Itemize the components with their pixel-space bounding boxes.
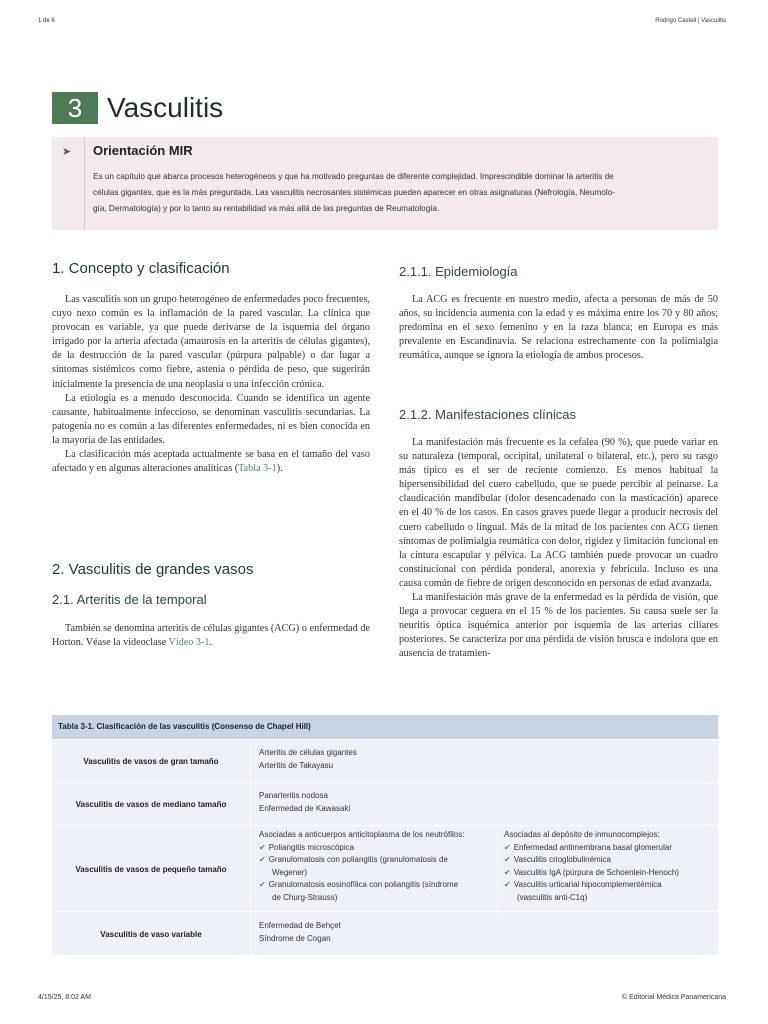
table-cell: Panarteritis nodosa Enfermedad de Kawasaki <box>259 791 351 813</box>
table-cell-immune: Asociadas al depósito de inmunocomplejos: ✔ Enfermedad antimembrana basal glomerular ✔ Vasculitis crioglobulinémica ✔ Vasculitis IgA (púrpura de Schoenlein-Henoch) ✔ Vasculitis urticarial hipocomplementémica (vasculitis anti-C1q) <box>504 830 679 902</box>
paragraph-text: También se denomina arteritis de células gigantes (ACG) o enfermedad de Horton. Véase la videoclase <box>52 623 370 649</box>
section-title-2: 2. Vasculitis de grandes vasos <box>52 561 254 578</box>
checkmark-icon: ✔ <box>504 855 511 864</box>
orientation-line: células gigantes, que es la más preguntada. Las vasculitis necrosantes sistémicas pueden aparecer en otras asignaturas (Nefrología, Neumolo- <box>93 188 616 197</box>
checkmark-icon: ✔ <box>504 867 511 877</box>
section-title-2-1-2: 2.1.2. Manifestaciones clínicas <box>399 407 577 422</box>
table-row <box>52 782 718 826</box>
orientation-title: Orientación MIR <box>93 143 193 158</box>
table-row <box>52 825 718 912</box>
paragraph <box>52 622 370 650</box>
orientation-divider <box>84 137 85 230</box>
section-title-2-1-1: 2.1.1. Epidemiología <box>399 264 518 279</box>
section-title-1: 1. Concepto y clasificación <box>52 260 230 277</box>
paragraph <box>52 448 370 476</box>
paragraph: Las vasculitis son un grupo heterogéneo de enfermedades poco frecuentes, cuyo nexo común es la inflamación de la pared vascular. La clínica que provocan es variable, ya que puede derivarse de la isquemia del órgano irrigado por la arteria afectada (amaurosis en la arteritis de células gigantes), de la destrucción de la pared vascular (púrpura palpable) o dar lugar a síntomas sistémicos como fiebre, astenia o pérdida de peso, que sugerirán inicialmente la presencia de una neoplasia o una infección crónica. <box>52 294 370 390</box>
table-category: Vasculitis de vasos de pequeño tamaño <box>75 864 227 874</box>
video-link[interactable]: Vídeo 3-1 <box>168 637 210 649</box>
section-1-text <box>52 293 370 476</box>
checkmark-icon: ✔ <box>259 855 266 864</box>
table-row <box>52 911 718 956</box>
orientation-text <box>93 169 711 217</box>
running-title: Rodrigo Castell | Vasculitis <box>655 18 726 24</box>
page-counter: 1 de 6 <box>38 18 55 24</box>
paragraph-text: . <box>209 637 213 649</box>
checkmark-icon: ✔ <box>259 842 266 852</box>
table-row <box>52 739 718 783</box>
paragraph-text: La clasificación más aceptada actualmente se basa en el tamaño del vaso afectado y en algunas alteraciones analíticas ( <box>52 449 370 475</box>
checkmark-icon: ✔ <box>259 880 266 889</box>
chapter-number: 3 <box>52 92 98 124</box>
paragraph: La manifestación más frecuente es la cefalea (90 %), que puede variar en su naturaleza (temporal, occipital, unilateral o bilateral, etc.), pero su rasgo más típico es el ser de reciente comienzo. Es menos habitual la hipersensibilidad del cuero cabelludo, que se puede percibir al peinarse. La claudicación mandibular (dolor desencadenado con la masticación) aparece en el 40 % de los casos. En casos graves puede llegar a producir necrosis del cuero cabelludo o lingual. Más de la mitad de los pacientes con ACG tienen síntomas de polimialgia reumática con dolor, rigidez y limitación funcional en la cintura escapular y pélvica. La ACG también puede provocar un cuadro constitucional con pérdida ponderal, anorexia y febrícula. Incluso es una causa común de fiebre de origen desconocido en personas de edad avanzada. <box>399 437 718 589</box>
table-cell: Enfermedad de Behçet Síndrome de Cogan <box>259 921 341 943</box>
section-2-1-1-text <box>399 293 718 363</box>
navigation-arrow-icon: ➤ <box>62 146 72 158</box>
table-category: Vasculitis de vaso variable <box>100 929 202 939</box>
chapter-title: Vasculitis <box>107 92 224 123</box>
section-title-2-1: 2.1. Arteritis de la temporal <box>52 592 207 607</box>
table-cell-anca: Asociadas a anticuerpos anticitoplasma de los neutrófilos: ✔ Poliangitis microscópica ✔ Granulomatosis con poliangitis (granulomatosis de Wegener) ✔ Granulomatosis eosinofílica con poliangitis (síndrome de Churg-Strauss) <box>259 830 465 902</box>
paragraph: La etiología es a menudo desconocida. Cuando se identifica un agente causante, habitualmente infeccioso, se denominan vasculitis secundarias. La patogenia no es común a las diferentes enfermedades, ni es bien conocida en la mayoría de las entidades. <box>52 392 370 446</box>
section-2-1-2-text <box>399 436 718 662</box>
paragraph: La manifestación más grave de la enfermedad es la pérdida de visión, que llega a provocar ceguera en el 15 % de los pacientes. Su causa suele ser la neuritis óptica isquémica anterior por isquemia de las arterias ciliares posteriores. Se caracteriza por una pérdida de visión brusca e indolora que en ausencia de tratamien- <box>399 592 718 660</box>
checkmark-icon: ✔ <box>504 880 511 889</box>
orientation-line: gía, Dermatología) y por lo tanto su rentabilidad va más allá de las preguntas de Reumatología. <box>93 204 440 213</box>
paragraph-text: ). <box>276 463 283 475</box>
checkmark-icon: ✔ <box>504 842 511 852</box>
table-title: Tabla 3-1. Clasificación de las vasculitis (Consenso de Chapel Hill) <box>52 715 718 739</box>
table-link[interactable]: Tabla 3-1 <box>238 463 277 475</box>
publisher: © Editorial Médica Panamericana <box>622 994 726 1001</box>
paragraph: La ACG es frecuente en nuestro medio, afecta a personas de más de 50 años, su incidencia aumenta con la edad y es máxima entre los 70 y 80 años; predomina en el sexo femenino y en la raza blanca; en Europa es más prevalente en Escandinavia. Se relaciona estrechamente con la polimialgia reumática, aunque se ignora la etiología de ambos procesos. <box>399 294 718 362</box>
table-cell: Arteritis de células gigantes Arteritis de Takayasu <box>259 748 357 770</box>
table-category: Vasculitis de vasos de gran tamaño <box>83 757 219 766</box>
orientation-box <box>52 137 718 230</box>
orientation-line: Es un capítulo que abarca procesos heterogéneos y que ha motivado preguntas de diferente complejidad. Imprescindible dominar la arteritis de <box>93 172 614 181</box>
classification-table <box>52 715 718 955</box>
section-2-1-text <box>52 622 370 650</box>
table-category: Vasculitis de vasos de mediano tamaño <box>75 800 227 809</box>
print-datetime: 4/15/25, 8:02 AM <box>38 994 91 1001</box>
